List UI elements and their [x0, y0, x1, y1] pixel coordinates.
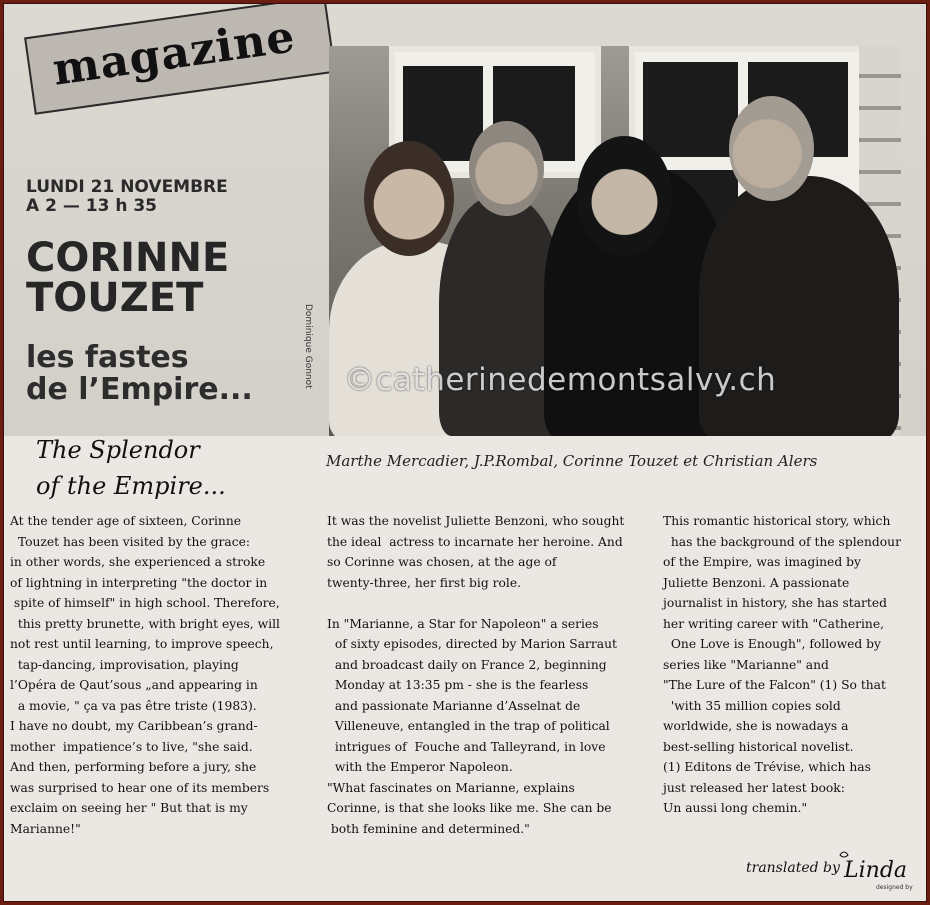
figure-left-head — [364, 141, 454, 256]
photo-credit: Dominique Gonnot — [303, 304, 313, 389]
subheadline-line2: de l’Empire... — [26, 372, 253, 407]
magazine-label: magazine — [49, 11, 299, 96]
headline-first-name: CORINNE — [26, 235, 230, 281]
translation-title: The Splendor of the Empire... — [36, 436, 226, 500]
signature-name: Linda — [844, 858, 908, 883]
figure-right-head — [729, 96, 814, 201]
channel-time-line: A 2 — 13 h 35 — [26, 196, 157, 216]
subheadline-line1: les fastes — [26, 340, 189, 375]
date-line: LUNDI 21 NOVEMBRE — [26, 177, 228, 197]
article-column-2: It was the novelist Juliette Benzoni, who sought the ideal actress to incarnate her heroine. And so Corinne was chosen, at the age of twenty-three, her first big role. In "Marianne, a Star for Napoleon" a series of sixty episodes, directed by Marion Sarraut and broadcast daily on France 2, beginning Monday at 13:35 pm - she is the fearless and passionate Marianne d’Asselnat de Villeneuve, entangled in the trap of political intrigues of Fouche and Talleyrand, in love with the Emperor Napoleon. "What fascinates on Marianne, explains Corinne, is that she looks like me. She can be both feminine and determined." — [327, 514, 625, 836]
headline — [26, 235, 230, 321]
signature-logo — [836, 847, 916, 893]
figure-third-head — [577, 136, 672, 256]
article-column-3: This romantic historical story, which has the background of the splendour of the Empire, was imagined by Juliette Benzoni. A passionate journalist in history, she has started her writing career with "Catherine, One Love is Enough", followed by series like "Marianne" and "The Lure of the Falcon" (1) So that 'with 35 million copies sold worldwide, she is nowadays a best-selling historical novelist. (1) Editons de Trévise, which has just released her latest book: Un aussi long chemin." — [663, 514, 901, 815]
broadcast-date — [26, 178, 228, 216]
photo-caption: Marthe Mercadier, J.P.Rombal, Corinne Touzet et Christian Alers — [326, 452, 818, 470]
figure-second-head — [469, 121, 544, 216]
article-column-1: At the tender age of sixteen, Corinne Touzet has been visited by the grace: in other words, she experienced a stroke of lightning in interpreting "the doctor in spite of himself" in high school. Therefore, this pretty brunette, with bright eyes, will not rest until learning, to improve speech, tap-dancing, improvisation, playing l’Opéra de Qaut’sous „and appearing in a movie, " ça va pas être triste (1983). I have no doubt, my Caribbean’s grand- mother impatience’s to live, "she said. And then, performing before a jury, she was surprised to hear one of its members exclaim on seeing her " But that is my Marianne!" — [10, 514, 280, 836]
page-frame — [3, 3, 927, 902]
signature-small-text: designed by — [876, 884, 913, 891]
headline-last-name: TOUZET — [26, 275, 204, 321]
translated-by: translated by — [746, 860, 840, 876]
magazine-clipping — [4, 4, 926, 436]
watermark: ©catherinedemontsalvy.ch — [344, 362, 777, 398]
subheadline — [26, 342, 253, 406]
